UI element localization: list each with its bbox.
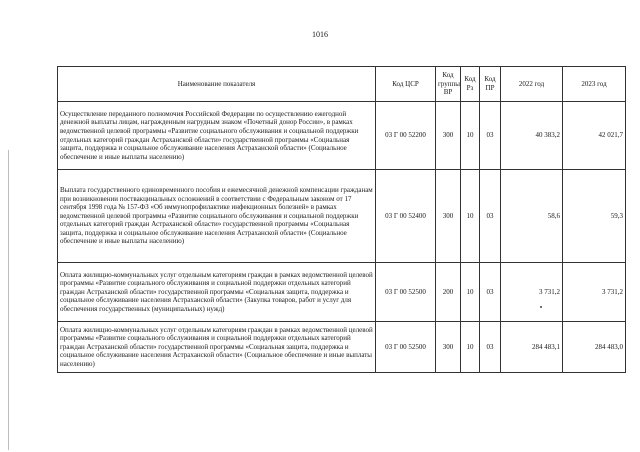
row-value-2022: 58,6 xyxy=(501,170,563,263)
row-rz-code: 10 xyxy=(461,322,480,373)
budget-table xyxy=(57,66,626,373)
row-description: Осуществление переданного полномочия Российской Федерации по осуществлению ежегодной денежной выплаты лицам, награжденным нагрудным знаком «Почетный донор России», в рамках ведомственной целевой программы «Развитие социального обслуживания и социальной поддержки отдельных категорий граждан Астраханской области» государственной программы «Социальная защита, поддержка и социальное обслуживание населения Астраханской области» (Социальное обеспечение и иные выплаты населению) xyxy=(58,102,376,170)
row-value-2023: 3 731,2 xyxy=(563,263,626,322)
row-value-2023: 284 483,0 xyxy=(563,322,626,373)
row-rz-code: 10 xyxy=(461,102,480,170)
row-vr-code: 300 xyxy=(436,102,461,170)
scan-speck xyxy=(540,306,542,308)
row-value-2022: 284 483,1 xyxy=(501,322,563,373)
row-description: Выплата государственного единовременного пособия и ежемесячной денежной компенсации гражданам при возникновении поствакцинальных осложнений в соответствии с Федеральным законом от 17 сентября 1998 года № 157-ФЗ «Об иммунопрофилактике инфекционных болезней» в рамках ведомственной целевой программы «Развитие социального обслуживания и социальной поддержки отдельных категорий граждан Астраханской области» государственной программы «Социальная защита, поддержка и социальное обслуживание населения Астраханской области» (Социальное обеспечение и иные выплаты населению) xyxy=(58,170,376,263)
table-row xyxy=(58,263,626,322)
row-csr-code: 03 Г 00 52400 xyxy=(376,170,436,263)
row-vr-code: 200 xyxy=(436,263,461,322)
table-row xyxy=(58,170,626,263)
row-pr-code: 03 xyxy=(480,263,501,322)
row-description: Оплата жилищно-коммунальных услуг отдельным категориям граждан в рамках ведомственной целевой программы «Развитие социального обслуживания и социальной поддержки отдельных категорий граждан Астраханской области» государственной программы «Социальная защита, поддержка и социальное обслуживание населения Астраханской области» (Закупка товаров, работ и услуг для обеспечения государственных (муниципальных) нужд) xyxy=(58,263,376,322)
row-pr-code: 03 xyxy=(480,322,501,373)
header-csr-code: Код ЦСР xyxy=(376,67,436,102)
row-value-2023: 59,3 xyxy=(563,170,626,263)
row-value-2022: 40 383,2 xyxy=(501,102,563,170)
header-pr-code: Код ПР xyxy=(480,67,501,102)
row-pr-code: 03 xyxy=(480,102,501,170)
header-year-2022: 2022 год xyxy=(501,67,563,102)
header-indicator-name: Наименование показателя xyxy=(58,67,376,102)
row-csr-code: 03 Г 00 52200 xyxy=(376,102,436,170)
table-row xyxy=(58,102,626,170)
row-value-2023: 42 021,7 xyxy=(563,102,626,170)
header-rz-code: Код Рз xyxy=(461,67,480,102)
row-pr-code: 03 xyxy=(480,170,501,263)
row-value-2022: 3 731,2 xyxy=(501,263,563,322)
row-description: Оплата жилищно-коммунальных услуг отдельным категориям граждан в рамках ведомственной целевой программы «Развитие социального обслуживания и социальной поддержки отдельных категорий граждан Астраханской области» государственной программы «Социальная защита, поддержка и социальное обслуживание населения Астраханской области» (Социальное обеспечение и иные выплаты населению) xyxy=(58,322,376,373)
table-row xyxy=(58,322,626,373)
table-header-row xyxy=(58,67,626,102)
row-vr-code: 300 xyxy=(436,170,461,263)
row-vr-code: 300 xyxy=(436,322,461,373)
header-year-2023: 2023 год xyxy=(563,67,626,102)
row-csr-code: 03 Г 00 52500 xyxy=(376,263,436,322)
margin-line xyxy=(8,150,9,450)
header-vr-code: Код группы ВР xyxy=(436,67,461,102)
row-rz-code: 10 xyxy=(461,170,480,263)
row-rz-code: 10 xyxy=(461,263,480,322)
row-csr-code: 03 Г 00 52500 xyxy=(376,322,436,373)
page-number: 1016 xyxy=(312,30,328,39)
